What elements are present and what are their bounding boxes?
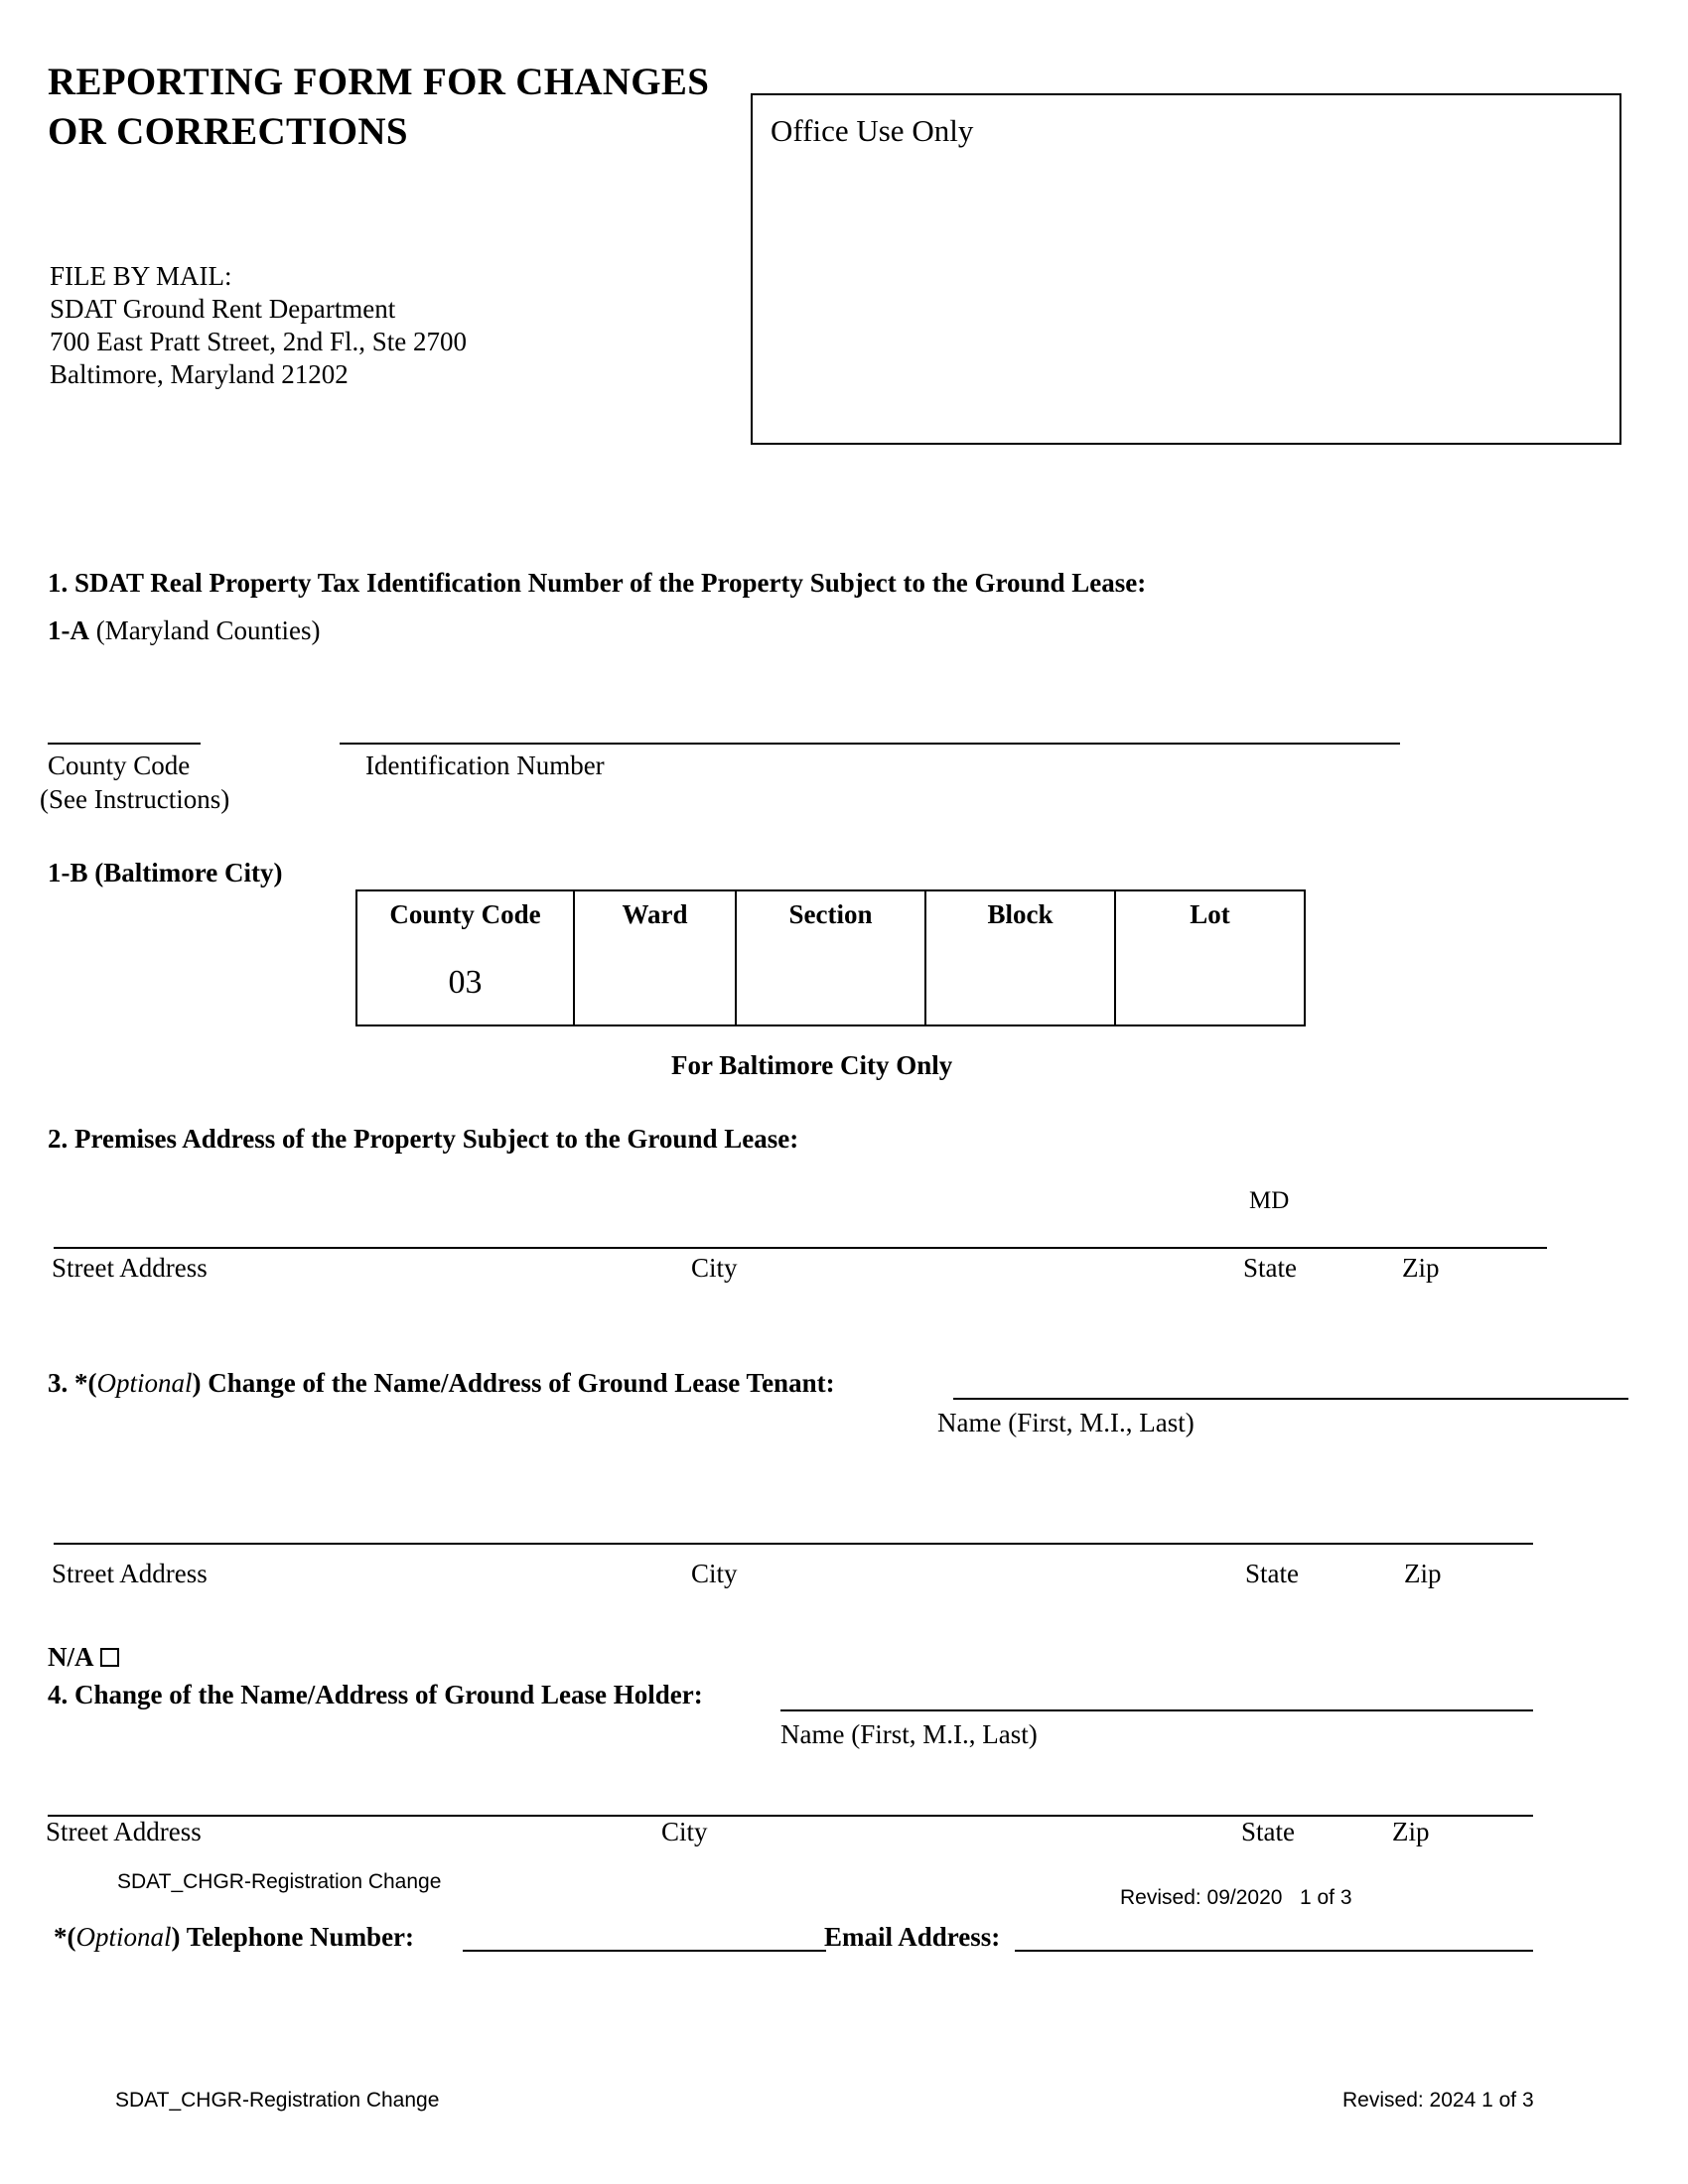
section-1b-label: 1-B (Baltimore City) [48, 858, 283, 887]
section-4-heading: 4. Change of the Name/Address of Ground Lease Holder: [48, 1680, 703, 1709]
email-label: Email Address: [824, 1922, 1001, 1952]
footer-form-id: SDAT_CHGR-Registration Change [115, 2089, 440, 2112]
section-3-optional: Optional [96, 1368, 193, 1398]
holder-city-label: City [661, 1817, 708, 1846]
form-title-line-2: OR CORRECTIONS [48, 110, 408, 153]
mail-department: SDAT Ground Rent Department [50, 294, 396, 324]
tenant-name-label: Name (First, M.I., Last) [937, 1408, 1195, 1437]
county-code-header: County Code [389, 899, 541, 929]
telephone-optional: Optional [75, 1922, 172, 1952]
section-cell[interactable] [736, 890, 925, 1025]
na-label: N/A [48, 1642, 94, 1672]
holder-address-field[interactable] [48, 1815, 1533, 1817]
identification-number-label: Identification Number [365, 751, 605, 780]
section-3-star: *( [74, 1368, 97, 1398]
footer-revision: Revised: 2024 1 of 3 [1342, 2089, 1534, 2112]
tenant-city-label: City [691, 1559, 738, 1588]
lot-header: Lot [1190, 899, 1230, 929]
telephone-star: *( [54, 1922, 76, 1952]
section-2-heading: 2. Premises Address of the Property Subject to the Ground Lease: [48, 1124, 799, 1154]
holder-name-label: Name (First, M.I., Last) [780, 1719, 1038, 1749]
office-use-label: Office Use Only [771, 113, 974, 148]
holder-name-field[interactable] [780, 1709, 1533, 1711]
section-3-number: 3. [48, 1368, 69, 1398]
na-checkbox[interactable] [100, 1648, 119, 1667]
block-cell[interactable] [925, 890, 1115, 1025]
lot-cell[interactable] [1115, 890, 1305, 1025]
mail-street: 700 East Pratt Street, 2nd Fl., Ste 2700 [50, 327, 467, 356]
county-code-value: 03 [448, 964, 483, 1001]
mail-city: Baltimore, Maryland 21202 [50, 359, 349, 389]
county-code-cell [356, 890, 574, 1025]
mail-heading: FILE BY MAIL: [50, 261, 232, 291]
inner-footer-form-id: SDAT_CHGR-Registration Change [117, 1870, 442, 1893]
premises-zip-label: Zip [1402, 1253, 1440, 1283]
block-header: Block [987, 899, 1054, 929]
see-instructions-label: (See Instructions) [40, 784, 230, 814]
section-3-heading-text: ) Change of the Name/Address of Ground Lease Tenant: [192, 1368, 835, 1398]
county-code-field[interactable] [48, 743, 201, 745]
tenant-address-field[interactable] [54, 1543, 1533, 1545]
county-code-label: County Code [48, 751, 191, 780]
baltimore-city-caption: For Baltimore City Only [671, 1050, 953, 1080]
section-1a-text: (Maryland Counties) [89, 615, 321, 645]
premises-state-value: MD [1249, 1187, 1290, 1214]
form-title-line-1: REPORTING FORM FOR CHANGES [48, 61, 710, 103]
na-option [48, 1642, 119, 1673]
telephone-label-text: ) Telephone Number: [171, 1922, 415, 1952]
ward-cell[interactable] [574, 890, 736, 1025]
tenant-zip-label: Zip [1404, 1559, 1442, 1588]
holder-street-label: Street Address [46, 1817, 202, 1846]
ward-header: Ward [622, 899, 688, 929]
premises-address-field[interactable] [54, 1247, 1547, 1249]
section-1a-label [48, 615, 320, 646]
section-1a-number: 1-A [48, 615, 89, 645]
identification-number-field[interactable] [340, 743, 1400, 745]
baltimore-city-table [355, 889, 1306, 1026]
section-header: Section [788, 899, 873, 929]
inner-footer-revision: Revised: 09/2020 1 of 3 [1120, 1886, 1352, 1909]
form-title [48, 58, 709, 157]
tenant-state-label: State [1245, 1559, 1299, 1588]
holder-zip-label: Zip [1392, 1817, 1430, 1846]
premises-state-label: State [1243, 1253, 1297, 1283]
tenant-name-field[interactable] [953, 1398, 1628, 1400]
premises-city-label: City [691, 1253, 738, 1283]
telephone-label [54, 1922, 414, 1953]
section-3-heading [48, 1368, 835, 1399]
section-1-heading: 1. SDAT Real Property Tax Identification Number of the Property Subject to the Ground Lease: [48, 568, 1147, 598]
premises-street-label: Street Address [52, 1253, 208, 1283]
mailing-address [50, 260, 467, 391]
holder-state-label: State [1241, 1817, 1295, 1846]
office-use-box [751, 93, 1621, 445]
telephone-field[interactable] [463, 1950, 826, 1952]
email-field[interactable] [1015, 1950, 1533, 1952]
tenant-street-label: Street Address [52, 1559, 208, 1588]
